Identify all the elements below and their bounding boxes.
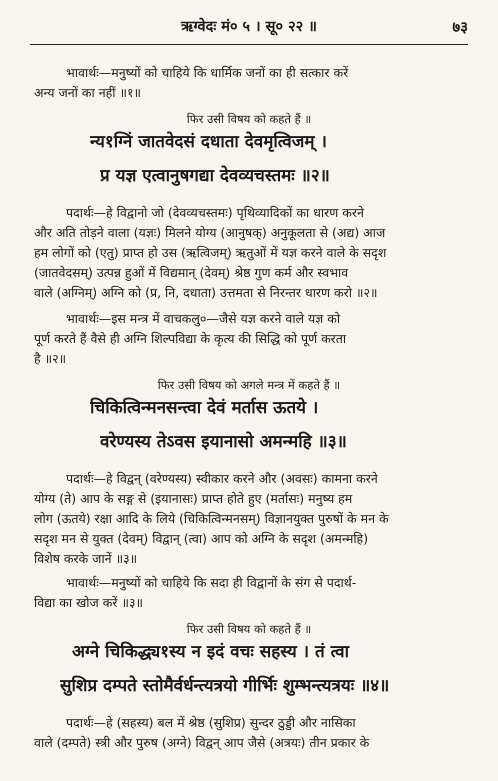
padartha-line: विशेष करके जानें ॥३॥ <box>34 551 138 566</box>
padartha-line: वाले (अग्निम्) अग्नि को (प्र, नि, दधाता) उत्तमता से निरन्तर धारण करो ॥२॥ <box>34 285 378 300</box>
bhavartha-line: भावार्थः—इस मन्त्र में वाचकलु०—जैसे यज्ञ करने वाले यज्ञ को <box>66 311 341 326</box>
padartha-line: पदार्थः—हे विद्वानो जो (देवव्यचस्तमः) पृथिव्यादिकों का धारण करने <box>66 205 364 220</box>
padartha-line: लोग (ऊतये) रक्षा आदि के लिये (चिकित्विन्मनसम्) विज्ञानयुक्त पुरुषों के मन के <box>34 511 389 526</box>
padartha-line: पदार्थः—हे विद्वन् (वरेण्यस्य) स्वीकार करने और (अवसः) कामना करने <box>66 471 378 486</box>
header-rule <box>30 44 468 45</box>
bhavartha-line: भावार्थः—मनुष्यों को चाहिये कि सदा ही विद्वानों के संग से पदार्थ- <box>66 575 357 590</box>
padartha-line: और अति तोड़ने वाला (यज्ञः) मिलने योग्य (आनुषक्) अनुकूलता से (अद्य) आज <box>34 225 386 240</box>
mantra-line: न्य१ग्निं जातवेदसं दधाता देवमृत्विजम् । <box>90 132 327 152</box>
padartha-line: (जातवेदसम्) उत्पन्न हुओं में विद्यमान् (देवम्) श्रेष्ठ गुण कर्म और स्वभाव <box>34 265 349 280</box>
mantra-line: वरेण्यस्य तेऽवस इयानासो अमन्महि ॥३॥ <box>100 432 347 452</box>
section-intro: फिर उसी विषय को कहते हैं ॥ <box>186 112 312 126</box>
padartha-line: पदार्थः—हे (सहस्य) बल में श्रेष्ठ (सुशिप्र) सुन्दर ठुड्डी और नासिका <box>66 715 356 730</box>
bhavartha-line: अन्य जनों का नहीं ॥१॥ <box>34 85 141 100</box>
mantra-line: चिकित्विन्मनसन्त्वा देवं मर्तास ऊतये । <box>90 398 319 418</box>
bhavartha-line: है ॥२॥ <box>34 351 67 366</box>
running-header <box>0 16 498 40</box>
section-intro: फिर उसी विषय को कहते हैं ॥ <box>186 622 312 636</box>
mantra-line: सुशिप्र दम्पते स्तोमैर्वर्धन्त्यत्रयो गीर्भिः शुम्भन्त्यत्रयः ॥४॥ <box>60 676 390 696</box>
padartha-line: वाले (दम्पते) स्त्री और पुरुष (अग्ने) विद्वन् आप जैसे (अत्रयः) तीन प्रकार के <box>34 735 370 750</box>
bhavartha-line: पूर्ण करते हैं वैसे ही अग्नि शिल्पविद्या के कृत्य की सिद्धि को पूर्ण करता <box>34 331 347 346</box>
padartha-line: सदृश मन से युक्त (देवम्) विद्वान् (त्वा) आप को अग्नि के सदृश (अमन्महि) <box>34 531 369 546</box>
section-intro: फिर उसी विषय को अगले मन्त्र में कहते हैं ॥ <box>157 378 341 392</box>
padartha-line: योग्य (ते) आप के सङ्ग से (इयानासः) प्राप्त होते हुए (मर्तासः) मनुष्य हम <box>34 491 353 506</box>
page-number: ७३ <box>452 18 468 36</box>
running-title: ऋग्वेदः मं० ५ । सू० २२ ॥ <box>181 19 317 35</box>
padartha-line: हम लोगों को (एतु) प्राप्त हो उस (ऋत्विजम्) ऋतुओं में यज्ञ करने वाले के सदृश <box>34 245 387 260</box>
bhavartha-line: भावार्थः—मनुष्यों को चाहिये कि धार्मिक जनों का ही सत्कार करें <box>66 65 349 80</box>
mantra-line: प्र यज्ञ एत्वानुषगद्या देवव्यचस्तमः ॥२॥ <box>100 166 330 186</box>
bhavartha-line: विद्या का खोज करें ॥३॥ <box>34 595 143 610</box>
mantra-line: अग्ने चिकिद्ध्य१स्य न इदं वचः सहस्य । तं त्वा <box>72 642 349 662</box>
